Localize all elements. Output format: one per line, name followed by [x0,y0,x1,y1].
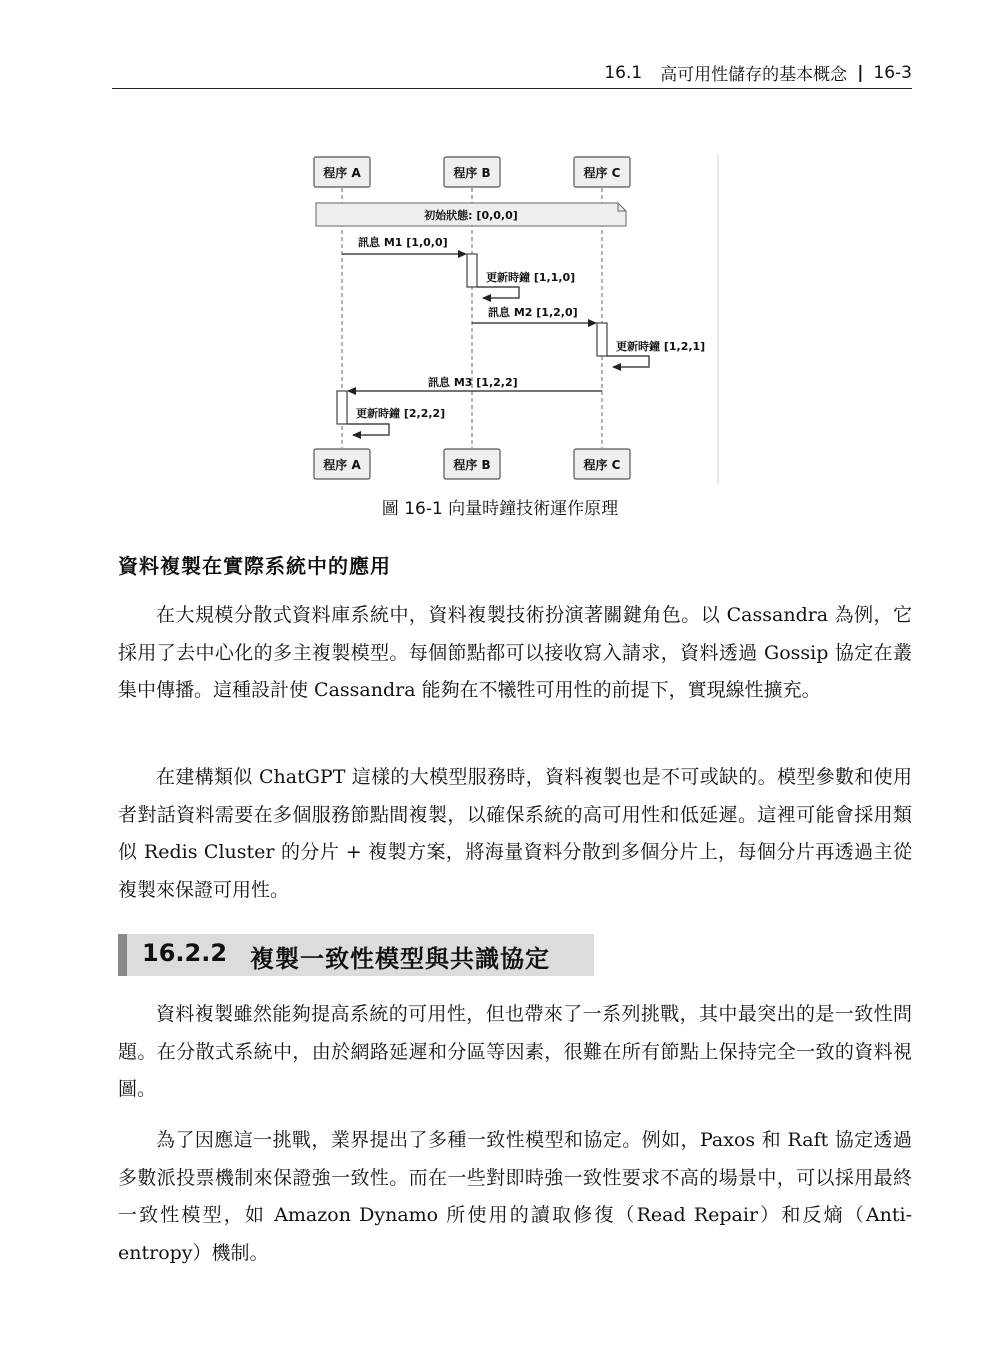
participant-c-label: 程序 C [583,166,621,180]
header-separator: | [857,62,864,83]
message-m1-label: 訊息 M1 [1,0,0] [358,236,448,249]
participant-b-bottom-label: 程序 B [453,458,491,472]
participant-b-label: 程序 B [453,166,491,180]
participant-b-bottom [444,449,500,479]
sequence-diagram [300,148,730,488]
self-update-c-arrow [607,356,649,367]
participant-b-top [444,157,500,187]
header-section-number: 16.1 [604,62,643,83]
paragraph-chatgpt: 在建構類似 ChatGPT 這樣的大模型服務時，資料複製也是不可或缺的。模型參數和使用者對話資料需要在多個服務節點間複製，以確保系統的高可用性和低延遲。這裡可能會採用類似 Redis Cluster 的分片 + 複製方案，將海量資料分散到多個分片上，每個分片再透過主從複製來保證可用性。 [118,766,912,901]
message-m3-label: 訊息 M3 [1,2,2] [428,376,518,389]
initial-state-note [316,203,626,226]
participant-a-bottom [314,449,370,479]
initial-state-label: 初始狀態: [0,0,0] [424,209,518,222]
self-update-b-label: 更新時鐘 [1,1,0] [486,271,576,284]
activation-c [597,323,607,356]
participant-a-top [314,157,370,187]
paragraph-protocols: 為了因應這一挑戰，業界提出了多種一致性模型和協定。例如，Paxos 和 Raft 協定透過多數派投票機制來保證強一致性。而在一些對即時強一致性要求不高的場景中，可以採用最終一致性模型，如 Amazon Dynamo 所使用的讀取修復（Read Repair）和反熵（Anti-entropy）機制。 [118,1129,912,1264]
page-number: 16-3 [873,62,912,83]
participant-c-bottom-label: 程序 C [583,458,621,472]
paragraph-consistency: 資料複製雖然能夠提高系統的可用性，但也帶來了一系列挑戰，其中最突出的是一致性問題。在分散式系統中，由於網路延遲和分區等因素，很難在所有節點上保持完全一致的資料視圖。 [118,1003,912,1100]
activation-a [337,391,347,424]
paragraph-cassandra: 在大規模分散式資料庫系統中，資料複製技術扮演著關鍵角色。以 Cassandra 為例，它採用了去中心化的多主複製模型。每個節點都可以接收寫入請求，資料透過 Gossip 協定在叢集中傳播。這種設計使 Cassandra 能夠在不犧牲可用性的前提下，實現線性擴充。 [118,604,912,701]
self-update-a-label: 更新時鐘 [2,2,2] [356,407,446,420]
subsection-heading: 資料複製在實際系統中的應用 [118,554,391,578]
section-number: 16.2.2 [142,939,228,967]
activation-b [467,254,477,287]
self-update-c-label: 更新時鐘 [1,2,1] [616,340,706,353]
message-m2-label: 訊息 M2 [1,2,0] [488,306,578,319]
participant-c-bottom [574,449,630,479]
figure-caption: 圖 16-1 向量時鐘技術運作原理 [381,499,619,519]
self-update-a-arrow [347,424,389,435]
running-header [112,56,912,89]
participant-c-top [574,157,630,187]
self-update-b-arrow [477,287,519,298]
section-heading-bar [118,934,127,976]
participant-a-label: 程序 A [323,166,361,180]
section-title: 複製一致性模型與共識協定 [250,945,550,973]
header-chapter-title: 高可用性儲存的基本概念 [660,65,848,85]
participant-a-bottom-label: 程序 A [323,458,361,472]
section-heading [118,934,594,976]
